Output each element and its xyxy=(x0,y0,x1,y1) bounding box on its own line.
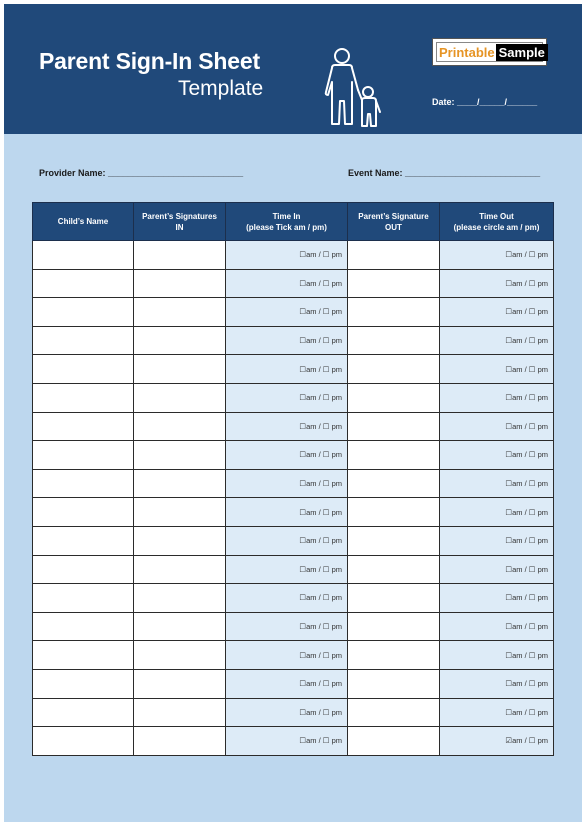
pm-checkbox-icon[interactable]: ☐ xyxy=(322,593,330,603)
pm-checkbox-icon[interactable]: ☐ xyxy=(322,450,330,460)
pm-label: pm xyxy=(535,278,548,288)
time-out-cell[interactable] xyxy=(440,355,554,384)
pm-checkbox-icon[interactable]: ☐ xyxy=(322,278,330,288)
childs-name-cell[interactable] xyxy=(33,469,134,498)
am-label: am / xyxy=(306,250,323,260)
pm-checkbox-icon[interactable]: ☐ xyxy=(528,622,536,632)
pm-label: pm xyxy=(535,421,548,431)
am-label: am / xyxy=(512,278,529,288)
time-in-cell[interactable] xyxy=(226,727,348,756)
table-row xyxy=(33,612,554,641)
am-checkbox-icon[interactable]: ☐ xyxy=(299,307,307,317)
pm-label: pm xyxy=(329,421,342,431)
table-row xyxy=(33,669,554,698)
am-checkbox-icon[interactable]: ☐ xyxy=(505,650,513,660)
pm-label: pm xyxy=(535,250,548,260)
time-out-cell[interactable] xyxy=(440,326,554,355)
pm-checkbox-icon[interactable]: ☐ xyxy=(528,479,536,489)
am-label: am / xyxy=(512,507,529,517)
table-row xyxy=(33,269,554,298)
am-label: am / xyxy=(512,650,529,660)
table-row xyxy=(33,555,554,584)
signature-out-cell[interactable] xyxy=(348,355,440,384)
table-row xyxy=(33,383,554,412)
signature-out-cell[interactable] xyxy=(348,383,440,412)
table-row xyxy=(33,441,554,470)
childs-name-cell[interactable] xyxy=(33,526,134,555)
signature-in-cell[interactable] xyxy=(134,526,226,555)
am-checkbox-icon[interactable]: ☐ xyxy=(299,679,307,689)
pm-label: pm xyxy=(329,593,342,603)
am-label: am / xyxy=(306,336,323,346)
am-checkbox-icon[interactable]: ☐ xyxy=(299,707,307,717)
childs-name-cell[interactable] xyxy=(33,383,134,412)
signature-out-cell[interactable] xyxy=(348,298,440,327)
childs-name-cell[interactable] xyxy=(33,669,134,698)
am-checkbox-icon[interactable]: ☐ xyxy=(505,707,513,717)
pm-checkbox-icon[interactable]: ☐ xyxy=(528,736,536,746)
time-in-cell[interactable] xyxy=(226,326,348,355)
am-checkbox-icon[interactable]: ☐ xyxy=(505,593,513,603)
pm-checkbox-icon[interactable]: ☐ xyxy=(528,536,536,546)
signature-in-cell[interactable] xyxy=(134,612,226,641)
childs-name-cell[interactable] xyxy=(33,555,134,584)
table-row xyxy=(33,355,554,384)
pm-checkbox-icon[interactable]: ☐ xyxy=(322,479,330,489)
pm-checkbox-icon[interactable]: ☐ xyxy=(322,336,330,346)
am-label: am / xyxy=(306,507,323,517)
header-time-out: Time Out (please circle am / pm) xyxy=(440,203,554,241)
signature-in-cell[interactable] xyxy=(134,669,226,698)
am-label: am / xyxy=(306,307,323,317)
pm-label: pm xyxy=(329,393,342,403)
signature-out-cell[interactable] xyxy=(348,727,440,756)
pm-label: pm xyxy=(329,479,342,489)
pm-label: pm xyxy=(535,336,548,346)
signature-in-cell[interactable] xyxy=(134,412,226,441)
am-checkbox-icon[interactable]: ☐ xyxy=(299,364,307,374)
pm-label: pm xyxy=(535,507,548,517)
am-label: am / xyxy=(512,336,529,346)
am-label: am / xyxy=(512,707,529,717)
pm-label: pm xyxy=(329,707,342,717)
table-row xyxy=(33,326,554,355)
pm-label: pm xyxy=(535,622,548,632)
am-label: am / xyxy=(306,393,323,403)
header-parent-signature-in: Parent’s Signatures IN xyxy=(134,203,226,241)
table-row xyxy=(33,412,554,441)
time-in-cell[interactable] xyxy=(226,355,348,384)
signature-out-cell[interactable] xyxy=(348,441,440,470)
am-label: am / xyxy=(512,736,529,746)
time-out-cell[interactable] xyxy=(440,526,554,555)
table-row xyxy=(33,698,554,727)
pm-label: pm xyxy=(329,250,342,260)
time-out-cell[interactable] xyxy=(440,269,554,298)
am-checkbox-icon[interactable]: ☐ xyxy=(299,336,307,346)
am-checkbox-icon[interactable]: ☐ xyxy=(505,336,513,346)
time-in-cell[interactable] xyxy=(226,469,348,498)
signature-in-cell[interactable] xyxy=(134,241,226,270)
pm-checkbox-icon[interactable]: ☐ xyxy=(322,507,330,517)
pm-label: pm xyxy=(329,450,342,460)
document-page xyxy=(4,4,582,822)
am-label: am / xyxy=(306,707,323,717)
am-checkbox-icon[interactable]: ☐ xyxy=(299,393,307,403)
date-field[interactable]: Date: ____/_____/______ xyxy=(432,97,538,107)
page-subtitle: Template xyxy=(178,77,264,100)
time-in-cell[interactable] xyxy=(226,298,348,327)
pm-checkbox-icon[interactable]: ☐ xyxy=(528,278,536,288)
signature-out-cell[interactable] xyxy=(348,669,440,698)
provider-name-field[interactable]: Provider Name: ___________________________ xyxy=(39,168,244,178)
am-label: am / xyxy=(512,364,529,374)
childs-name-cell[interactable] xyxy=(33,641,134,670)
pm-label: pm xyxy=(535,479,548,489)
am-checkbox-icon[interactable]: ☐ xyxy=(505,622,513,632)
am-label: am / xyxy=(306,679,323,689)
signature-out-cell[interactable] xyxy=(348,412,440,441)
table-row xyxy=(33,641,554,670)
am-checkbox-icon[interactable]: ☐ xyxy=(299,736,307,746)
am-label: am / xyxy=(306,564,323,574)
am-label: am / xyxy=(306,421,323,431)
pm-checkbox-icon[interactable]: ☐ xyxy=(322,250,330,260)
pm-label: pm xyxy=(535,564,548,574)
am-checkbox-icon[interactable]: ☐ xyxy=(505,450,513,460)
childs-name-cell[interactable] xyxy=(33,612,134,641)
am-checkbox-icon[interactable]: ☐ xyxy=(505,421,513,431)
signature-in-cell[interactable] xyxy=(134,584,226,613)
signature-out-cell[interactable] xyxy=(348,469,440,498)
am-label: am / xyxy=(306,278,323,288)
time-in-cell[interactable] xyxy=(226,669,348,698)
pm-label: pm xyxy=(535,736,548,746)
time-out-cell[interactable] xyxy=(440,727,554,756)
pm-checkbox-icon[interactable]: ☐ xyxy=(322,564,330,574)
am-label: am / xyxy=(512,593,529,603)
signature-out-cell[interactable] xyxy=(348,641,440,670)
signature-in-cell[interactable] xyxy=(134,498,226,527)
pm-label: pm xyxy=(329,336,342,346)
table-row xyxy=(33,526,554,555)
signature-in-cell[interactable] xyxy=(134,298,226,327)
pm-checkbox-icon[interactable]: ☐ xyxy=(322,622,330,632)
time-in-cell[interactable] xyxy=(226,526,348,555)
time-out-cell[interactable] xyxy=(440,698,554,727)
pm-label: pm xyxy=(535,707,548,717)
time-out-cell[interactable] xyxy=(440,298,554,327)
pm-checkbox-icon[interactable]: ☐ xyxy=(528,450,536,460)
am-label: am / xyxy=(306,364,323,374)
time-out-cell[interactable] xyxy=(440,412,554,441)
pm-checkbox-icon[interactable]: ☐ xyxy=(322,707,330,717)
pm-label: pm xyxy=(535,450,548,460)
am-checkbox-icon[interactable]: ☐ xyxy=(505,564,513,574)
am-label: am / xyxy=(512,393,529,403)
signature-in-cell[interactable] xyxy=(134,469,226,498)
am-checkbox-icon[interactable]: ☐ xyxy=(299,250,307,260)
am-checkbox-icon[interactable]: ☐ xyxy=(299,507,307,517)
signature-out-cell[interactable] xyxy=(348,269,440,298)
table-row xyxy=(33,241,554,270)
pm-checkbox-icon[interactable]: ☐ xyxy=(528,593,536,603)
childs-name-cell[interactable] xyxy=(33,355,134,384)
time-in-cell[interactable] xyxy=(226,584,348,613)
am-label: am / xyxy=(512,679,529,689)
pm-label: pm xyxy=(535,679,548,689)
pm-label: pm xyxy=(535,536,548,546)
am-label: am / xyxy=(306,479,323,489)
am-checkbox-icon[interactable]: ☐ xyxy=(505,679,513,689)
am-checkbox-icon[interactable]: ☐ xyxy=(299,622,307,632)
am-checkbox-icon[interactable]: ☐ xyxy=(505,536,513,546)
time-out-cell[interactable] xyxy=(440,498,554,527)
pm-label: pm xyxy=(329,507,342,517)
am-checkbox-icon[interactable]: ☐ xyxy=(299,650,307,660)
time-in-cell[interactable] xyxy=(226,383,348,412)
pm-checkbox-icon[interactable]: ☐ xyxy=(528,250,536,260)
am-label: am / xyxy=(512,564,529,574)
am-checkbox-icon[interactable]: ☐ xyxy=(299,479,307,489)
time-in-cell[interactable] xyxy=(226,412,348,441)
time-in-cell[interactable] xyxy=(226,641,348,670)
time-in-cell[interactable] xyxy=(226,698,348,727)
time-in-cell[interactable] xyxy=(226,498,348,527)
am-label: am / xyxy=(306,650,323,660)
header-childs-name: Child’s Name xyxy=(33,203,134,241)
am-label: am / xyxy=(512,250,529,260)
pm-label: pm xyxy=(329,278,342,288)
header-time-in: Time In (please Tick am / pm) xyxy=(226,203,348,241)
pm-checkbox-icon[interactable]: ☐ xyxy=(528,307,536,317)
time-out-cell[interactable] xyxy=(440,669,554,698)
header-parent-signature-out: Parent’s Signature OUT xyxy=(348,203,440,241)
table-row xyxy=(33,298,554,327)
signature-in-cell[interactable] xyxy=(134,383,226,412)
pm-checkbox-icon[interactable]: ☐ xyxy=(322,736,330,746)
am-checkbox-icon[interactable]: ☑ xyxy=(505,736,513,746)
pm-checkbox-icon[interactable]: ☐ xyxy=(528,393,536,403)
time-in-cell[interactable] xyxy=(226,269,348,298)
am-label: am / xyxy=(512,479,529,489)
pm-label: pm xyxy=(329,564,342,574)
time-out-cell[interactable] xyxy=(440,241,554,270)
time-in-cell[interactable] xyxy=(226,441,348,470)
pm-label: pm xyxy=(535,393,548,403)
time-out-cell[interactable] xyxy=(440,584,554,613)
am-checkbox-icon[interactable]: ☐ xyxy=(505,479,513,489)
signature-out-cell[interactable] xyxy=(348,584,440,613)
pm-label: pm xyxy=(535,593,548,603)
pm-checkbox-icon[interactable]: ☐ xyxy=(528,364,536,374)
am-label: am / xyxy=(306,736,323,746)
pm-label: pm xyxy=(535,364,548,374)
am-label: am / xyxy=(512,536,529,546)
table-row xyxy=(33,584,554,613)
pm-checkbox-icon[interactable]: ☐ xyxy=(528,421,536,431)
am-label: am / xyxy=(306,536,323,546)
logo-text-printable: Printable xyxy=(439,44,495,60)
signature-in-cell[interactable] xyxy=(134,355,226,384)
pm-checkbox-icon[interactable]: ☐ xyxy=(528,564,536,574)
time-in-cell[interactable] xyxy=(226,555,348,584)
table-row xyxy=(33,498,554,527)
table-header-row xyxy=(33,203,554,241)
childs-name-cell[interactable] xyxy=(33,269,134,298)
table-row xyxy=(33,469,554,498)
am-label: am / xyxy=(512,450,529,460)
pm-checkbox-icon[interactable]: ☐ xyxy=(322,421,330,431)
time-out-cell[interactable] xyxy=(440,441,554,470)
am-checkbox-icon[interactable]: ☐ xyxy=(505,507,513,517)
pm-label: pm xyxy=(535,650,548,660)
parent-child-icon xyxy=(318,46,384,128)
childs-name-cell[interactable] xyxy=(33,698,134,727)
pm-label: pm xyxy=(329,736,342,746)
time-in-cell[interactable] xyxy=(226,612,348,641)
am-label: am / xyxy=(306,450,323,460)
time-out-cell[interactable] xyxy=(440,641,554,670)
pm-label: pm xyxy=(329,679,342,689)
am-checkbox-icon[interactable]: ☐ xyxy=(505,364,513,374)
am-label: am / xyxy=(512,622,529,632)
logo-text-sample: Sample xyxy=(496,44,548,61)
am-checkbox-icon[interactable]: ☐ xyxy=(505,393,513,403)
time-in-cell[interactable] xyxy=(226,241,348,270)
time-out-cell[interactable] xyxy=(440,612,554,641)
childs-name-cell[interactable] xyxy=(33,584,134,613)
page-title: Parent Sign-In Sheet xyxy=(39,48,260,74)
signature-out-cell[interactable] xyxy=(348,526,440,555)
signature-out-cell[interactable] xyxy=(348,241,440,270)
signature-out-cell[interactable] xyxy=(348,555,440,584)
signature-out-cell[interactable] xyxy=(348,498,440,527)
pm-label: pm xyxy=(329,650,342,660)
pm-label: pm xyxy=(329,307,342,317)
time-out-cell[interactable] xyxy=(440,469,554,498)
signature-in-cell[interactable] xyxy=(134,269,226,298)
am-checkbox-icon[interactable]: ☐ xyxy=(505,278,513,288)
table-row xyxy=(33,727,554,756)
am-checkbox-icon[interactable]: ☐ xyxy=(299,421,307,431)
signature-in-cell[interactable] xyxy=(134,641,226,670)
am-label: am / xyxy=(306,622,323,632)
pm-checkbox-icon[interactable]: ☐ xyxy=(528,336,536,346)
signature-in-cell[interactable] xyxy=(134,727,226,756)
childs-name-cell[interactable] xyxy=(33,412,134,441)
am-checkbox-icon[interactable]: ☐ xyxy=(505,307,513,317)
pm-checkbox-icon[interactable]: ☐ xyxy=(528,707,536,717)
time-out-cell[interactable] xyxy=(440,555,554,584)
pm-checkbox-icon[interactable]: ☐ xyxy=(322,307,330,317)
pm-checkbox-icon[interactable]: ☐ xyxy=(322,536,330,546)
childs-name-cell[interactable] xyxy=(33,727,134,756)
pm-checkbox-icon[interactable]: ☐ xyxy=(528,650,536,660)
event-name-field[interactable]: Event Name: ___________________________ xyxy=(348,168,541,178)
pm-checkbox-icon[interactable]: ☐ xyxy=(322,393,330,403)
signature-in-cell[interactable] xyxy=(134,555,226,584)
sign-in-table xyxy=(32,202,554,756)
am-checkbox-icon[interactable]: ☐ xyxy=(299,593,307,603)
signature-out-cell[interactable] xyxy=(348,698,440,727)
pm-label: pm xyxy=(535,307,548,317)
am-checkbox-icon[interactable]: ☐ xyxy=(299,536,307,546)
signature-in-cell[interactable] xyxy=(134,326,226,355)
pm-checkbox-icon[interactable]: ☐ xyxy=(322,650,330,660)
signature-in-cell[interactable] xyxy=(134,698,226,727)
pm-checkbox-icon[interactable]: ☐ xyxy=(322,364,330,374)
table-body xyxy=(33,241,554,756)
pm-checkbox-icon[interactable]: ☐ xyxy=(528,507,536,517)
signature-out-cell[interactable] xyxy=(348,612,440,641)
pm-checkbox-icon[interactable]: ☐ xyxy=(528,679,536,689)
childs-name-cell[interactable] xyxy=(33,441,134,470)
pm-label: pm xyxy=(329,364,342,374)
am-label: am / xyxy=(306,593,323,603)
am-label: am / xyxy=(512,421,529,431)
am-checkbox-icon[interactable]: ☐ xyxy=(299,564,307,574)
am-checkbox-icon[interactable]: ☐ xyxy=(505,250,513,260)
brand-logo xyxy=(432,38,547,66)
header-banner xyxy=(4,4,582,134)
signature-in-cell[interactable] xyxy=(134,441,226,470)
pm-label: pm xyxy=(329,622,342,632)
childs-name-cell[interactable] xyxy=(33,298,134,327)
time-out-cell[interactable] xyxy=(440,383,554,412)
am-checkbox-icon[interactable]: ☐ xyxy=(299,450,307,460)
pm-checkbox-icon[interactable]: ☐ xyxy=(322,679,330,689)
pm-label: pm xyxy=(329,536,342,546)
am-checkbox-icon[interactable]: ☐ xyxy=(299,278,307,288)
childs-name-cell[interactable] xyxy=(33,241,134,270)
childs-name-cell[interactable] xyxy=(33,326,134,355)
childs-name-cell[interactable] xyxy=(33,498,134,527)
am-label: am / xyxy=(512,307,529,317)
signature-out-cell[interactable] xyxy=(348,326,440,355)
